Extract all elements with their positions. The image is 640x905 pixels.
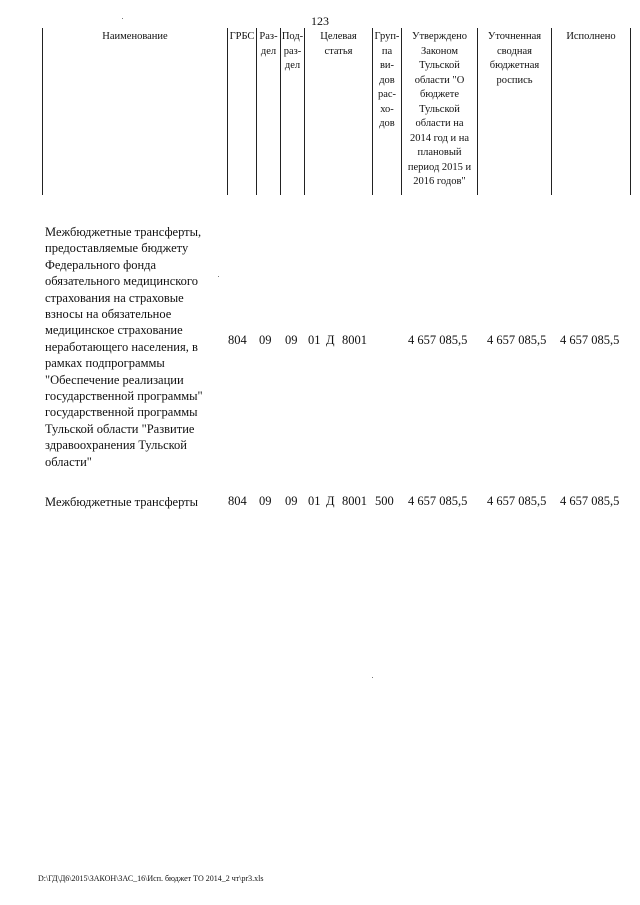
row-2-refined: 4 657 085,5 bbox=[487, 494, 547, 508]
row-2-grbs: 804 bbox=[228, 494, 247, 508]
row-1-target-a: 01 bbox=[308, 333, 321, 347]
row-2-approved: 4 657 085,5 bbox=[408, 494, 468, 508]
scan-speck bbox=[372, 677, 373, 678]
header-grbs: ГРБС bbox=[227, 28, 256, 195]
page-number: 123 bbox=[311, 14, 329, 28]
header-razdel: Раз- дел bbox=[256, 28, 280, 195]
row-1-razdel: 09 bbox=[259, 333, 272, 347]
row-2-group: 500 bbox=[375, 494, 394, 508]
row-2-executed: 4 657 085,5 bbox=[560, 494, 620, 508]
row-1-executed: 4 657 085,5 bbox=[560, 333, 620, 347]
row-2-razdel: 09 bbox=[259, 494, 272, 508]
header-executed: Исполнено bbox=[551, 28, 631, 195]
row-1-grbs: 804 bbox=[228, 333, 247, 347]
row-1-name: Межбюджетные трансферты, предоставляемые бюджету Федерального фонда обязательного медицинского страхования на страховые взносы на обязательное медицинское страхование неработающего населения, в рамках подпрограммы "Обеспечение реализации государственной программы" государственной программы Тульской области "Развитие здравоохранения Тульской области" bbox=[45, 225, 203, 469]
row-2-target-a: 01 bbox=[308, 494, 321, 508]
row-2-podrazdel: 09 bbox=[285, 494, 298, 508]
row-1-refined: 4 657 085,5 bbox=[487, 333, 547, 347]
header-target: Целевая статья bbox=[304, 28, 372, 195]
row-2-target-c: 8001 bbox=[342, 494, 367, 508]
row-1-approved: 4 657 085,5 bbox=[408, 333, 468, 347]
scan-speck bbox=[122, 18, 123, 19]
footer-file-path: D:\ГД\Д6\2015\ЗАКОН\ЗАС_16\Исп. бюджет ТО 2014_2 чт\pr3.xls bbox=[38, 874, 264, 883]
header-group: Груп- па ви- дов рас- хо- дов bbox=[372, 28, 401, 195]
header-name: Наименование bbox=[42, 28, 227, 195]
scan-speck bbox=[218, 276, 219, 277]
row-1-target-b: Д bbox=[326, 333, 335, 347]
header-approved: Утверждено Законом Тульской области "О бюджете Тульской области на 2014 год и на плановый период 2015 и 2016 годов" bbox=[401, 28, 477, 195]
header-refined: Уточненная сводная бюджетная роспись bbox=[477, 28, 551, 195]
row-1-podrazdel: 09 bbox=[285, 333, 298, 347]
row-1-target-c: 8001 bbox=[342, 333, 367, 347]
row-2-name: Межбюджетные трансферты bbox=[45, 495, 199, 509]
row-2-target-b: Д bbox=[326, 494, 335, 508]
header-podrazdel: Под- раз- дел bbox=[280, 28, 304, 195]
